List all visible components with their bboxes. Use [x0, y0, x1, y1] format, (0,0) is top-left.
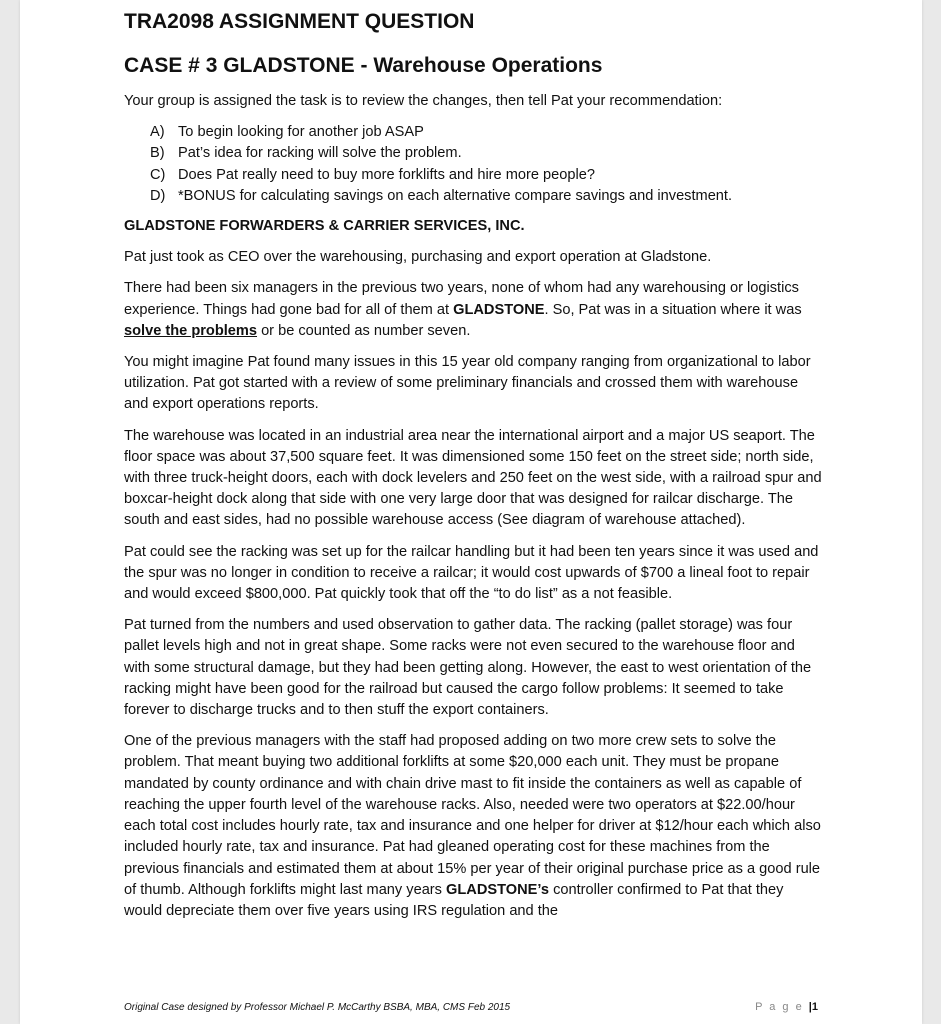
option-label: A): [150, 124, 165, 141]
option-item: [150, 165, 824, 186]
company-heading: GLADSTONE FORWARDERS & CARRIER SERVICES, INC.: [124, 218, 525, 235]
footer-credit: Original Case designed by Professor Michael P. McCarthy BSBA, MBA, CMS Feb 2015: [124, 1002, 511, 1013]
option-item: [150, 143, 824, 164]
footer-page-number: P a g e |1: [755, 1001, 818, 1013]
paragraph-forklifts: One of the previous managers with the staff had proposed adding on two more crew sets to solve the problem. That meant buying two additional forklifts at some $20,000 each unit. They must be propane mandated by county ordinance and with chain drive mast to fit inside the containers as well as capable of reaching the upper fourth level of the warehouse racks. Also, needed were two operators at $22.00/hour each total cost includes hourly rate, tax and insurance and one helper for driver at $12/hour each which also included hourly rate, tax and insurance. Pat had gleaned operating cost for these machines from the previous financials and estimated them at about 15% per year of their original purchase price as a good rule of thumb. Although forklifts might last many years GLADSTONE’s controller confirmed to Pat that they would depreciate them over five years using IRS regulation and the: [124, 733, 821, 919]
company-name-bold: GLADSTONE’s: [446, 881, 550, 898]
document-page: [20, 0, 922, 1024]
option-label: B): [150, 145, 165, 162]
option-text: Does Pat really need to buy more forklifts and hire more people?: [178, 166, 595, 183]
document-content: [124, 8, 824, 922]
option-label: C): [150, 166, 166, 183]
paragraph-warehouse: The warehouse was located in an industrial area near the international airport and a major US seaport. The floor space was about 37,500 square feet. It was dimensioned some 150 feet on the street side; north side, with three truck-height doors, each with dock levelers and 250 feet on the west side, with a railroad spur and boxcar-height dock along that side with one very large door that was designed for railcar discharge. The south and east sides, had no possible warehouse access (See diagram of warehouse attached).: [124, 427, 822, 529]
option-text: Pat’s idea for racking will solve the problem.: [178, 145, 462, 162]
option-label: D): [150, 187, 166, 204]
paragraph-managers: There had been six managers in the previous two years, none of whom had any warehousing or logistics experience. Things had gone bad for all of them at GLADSTONE. So, Pat was in a situation where it was solve the problems or be counted as number seven.: [124, 280, 802, 339]
assignment-title: TRA2098 ASSIGNMENT QUESTION: [124, 10, 475, 33]
underlined-phrase: solve the problems: [124, 322, 258, 339]
options-list: [124, 122, 824, 207]
paragraph-issues: You might imagine Pat found many issues in this 15 year old company ranging from organizational to labor utilization. Pat got started with a review of some preliminary financials and crossed them with warehouse and export operations reports.: [124, 354, 811, 413]
intro-text: Your group is assigned the task is to review the changes, then tell Pat your recommendation:: [124, 93, 723, 109]
case-title: CASE # 3 GLADSTONE - Warehouse Operations: [124, 54, 603, 77]
option-item: [150, 122, 824, 143]
option-text: *BONUS for calculating savings on each alternative compare savings and investment.: [178, 187, 733, 204]
paragraph-racking-railcar: Pat could see the racking was set up for the railcar handling but it had been ten years since it was used and the spur was no longer in condition to receive a railcar; it would cost upwards of $700 a lineal foot to repair and would exceed $800,000. Pat quickly took that off the “to do list” as a not feasible.: [124, 543, 819, 603]
paragraph-ceo: Pat just took as CEO over the warehousing, purchasing and export operation at Gladstone.: [124, 249, 712, 266]
paragraph-observation: Pat turned from the numbers and used observation to gather data. The racking (pallet storage) was four pallet levels high and not in great shape. Some racks were not even secured to the warehouse floor and with some structural damage, but they had been getting along. However, the east to west orientation of the racking might have been good for the railroad but caused the cargo follow problems: It seemed to take forever to discharge trucks and to then stuff the export containers.: [124, 617, 812, 719]
company-name-bold: GLADSTONE: [453, 301, 545, 318]
option-text: To begin looking for another job ASAP: [178, 124, 424, 141]
option-item: [150, 186, 824, 207]
